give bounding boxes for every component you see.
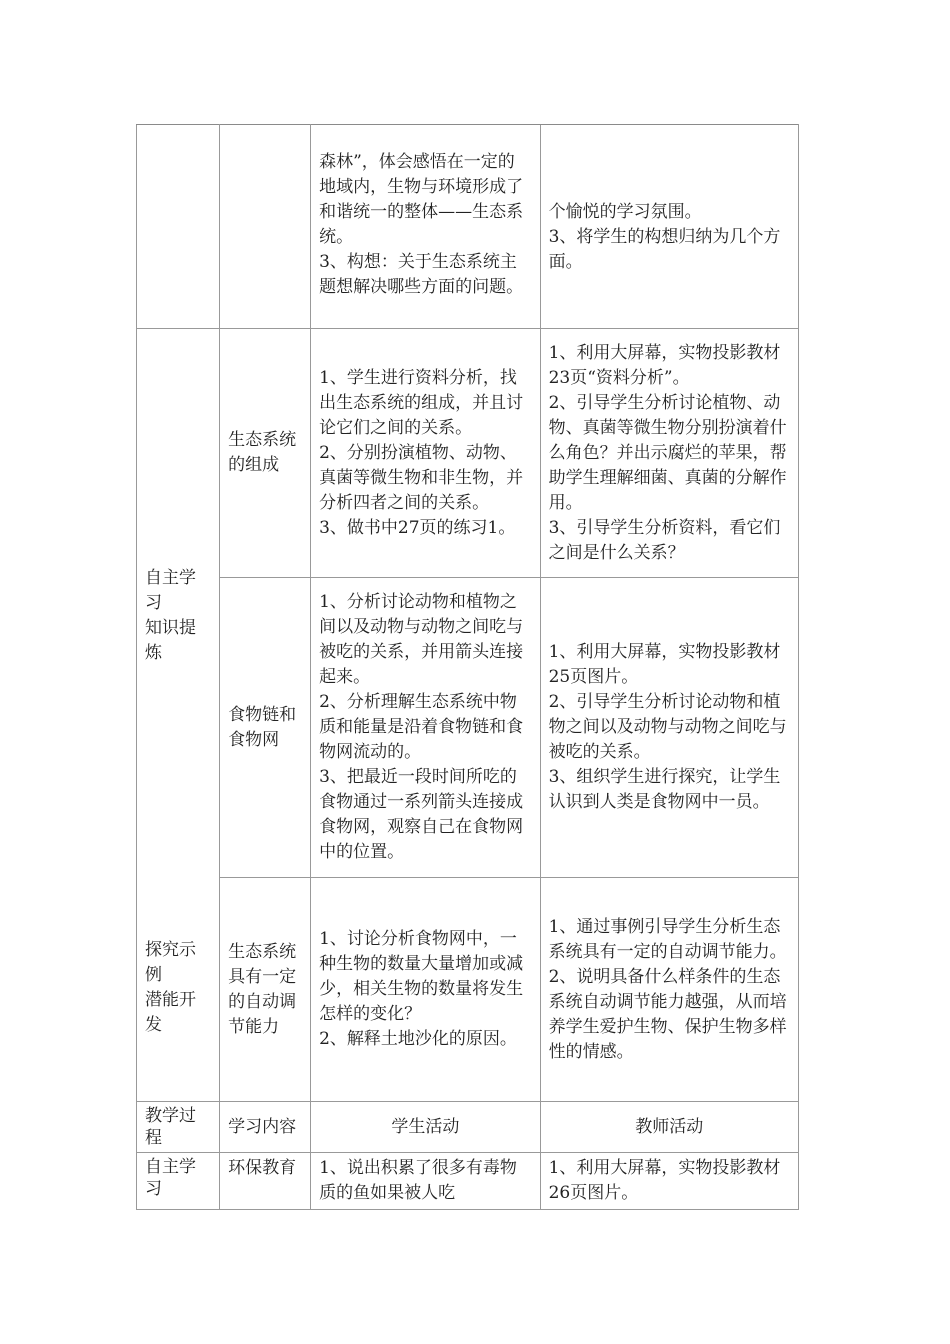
cell-student-activity: 1、学生进行资料分析，找出生态系统的组成，并且讨论它们之间的关系。 2、分别扮演植物、动物、真菌等微生物和非生物，并分析四者之间的关系。 3、做书中27页的练习1。 [311, 329, 541, 578]
cell-stage-group [137, 329, 220, 1102]
cell-content-empty [220, 125, 311, 329]
cell-student-activity: 1、说出积累了很多有毒物质的鱼如果被人吃 [311, 1153, 541, 1210]
stage-label-self-study: 自主学 习 知识提 炼 [145, 568, 196, 663]
cell-student-activity [311, 125, 541, 329]
cell-learning-content: 生态系统具有一定的自动调节能力 [220, 878, 311, 1102]
cell-teacher-activity: 1、利用大屏幕，实物投影教材25页图片。 2、引导学生分析讨论动物和植物之间以及动物与动物之间吃与被吃的关系。 3、组织学生进行探究，让学生认识到人类是食物网中一员。 [540, 578, 798, 878]
cell-teacher-activity [540, 125, 798, 329]
teacher-activity-text: 个愉悦的学习氛围。 3、将学生的构想归纳为几个方面。 [548, 202, 781, 272]
table-row [137, 329, 799, 578]
cell-teacher-activity: 1、利用大屏幕，实物投影教材23页“资料分析”。 2、引导学生分析讨论植物、动物、真菌等微生物分别扮演着什么角色？并出示腐烂的苹果，帮助学生理解细菌、真菌的分解作用。 3、引导学生分析资料，看它们之间是什么关系？ [540, 329, 798, 578]
lesson-plan-table [136, 124, 799, 1210]
header-learning-content: 学习内容 [220, 1102, 311, 1153]
cell-learning-content: 食物链和食物网 [220, 578, 311, 878]
table-row [137, 1153, 799, 1210]
table-row [137, 578, 799, 878]
stage-label-explore: 探究示 例 潜能开 发 [145, 940, 196, 1035]
student-activity-text: 森林”，体会感悟在一定的地域内，生物与环境形成了和谐统一的整体——生态系统。 3、构想：关于生态系统主题想解决哪些方面的问题。 [319, 152, 524, 297]
cell-stage-empty [137, 125, 220, 329]
header-student-activity: 学生活动 [311, 1102, 541, 1153]
cell-stage: 自主学习 [137, 1153, 220, 1210]
cell-learning-content: 环保教育 [220, 1153, 311, 1210]
cell-teacher-activity: 1、通过事例引导学生分析生态系统具有一定的自动调节能力。 2、说明具备什么样条件的生态系统自动调节能力越强，从而培养学生爱护生物、保护生物多样性的情感。 [540, 878, 798, 1102]
header-stage: 教学过程 [137, 1102, 220, 1153]
cell-student-activity: 1、讨论分析食物网中，一种生物的数量大量增加或减少，相关生物的数量将发生怎样的变化？ 2、解释土地沙化的原因。 [311, 878, 541, 1102]
table-header-row [137, 1102, 799, 1153]
cell-student-activity: 1、分析讨论动物和植物之间以及动物与动物之间吃与被吃的关系，并用箭头连接起来。 2、分析理解生态系统中物质和能量是沿着食物链和食物网流动的。 3、把最近一段时间所吃的食物通过一系列箭头连接成食物网，观察自己在食物网中的位置。 [311, 578, 541, 878]
cell-teacher-activity: 1、利用大屏幕，实物投影教材26页图片。 [540, 1153, 798, 1210]
table-row [137, 878, 799, 1102]
stage-label-spacer [145, 691, 211, 913]
header-teacher-activity: 教师活动 [540, 1102, 798, 1153]
table-row-intro [137, 125, 799, 329]
cell-learning-content: 生态系统的组成 [220, 329, 311, 578]
